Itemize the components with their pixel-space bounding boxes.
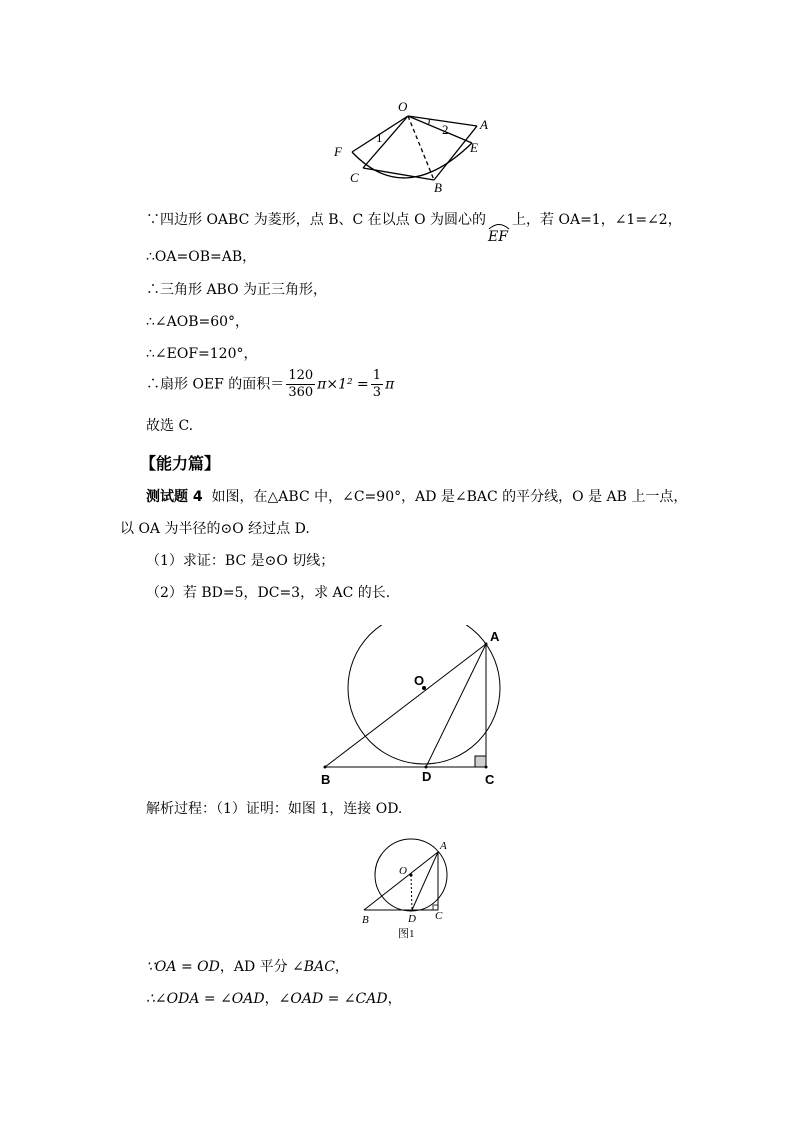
- section-heading: 【能力篇】: [140, 454, 221, 473]
- point-c: [485, 766, 488, 769]
- figure-1: [360, 836, 460, 944]
- label-o: O: [398, 99, 408, 114]
- proof-line-2: [146, 990, 402, 1008]
- label-angle-1: 1: [376, 130, 383, 145]
- angle-mark-2: [428, 119, 429, 125]
- label-b: B: [321, 772, 331, 787]
- figure-sector-rhombus: [330, 98, 495, 196]
- line-ba: [325, 644, 486, 767]
- label-angle-2: 2: [442, 122, 449, 137]
- fraction-1-3: $\frac{1}{3}$: [372, 368, 382, 400]
- solution-line-1: ∵四边形 OABC 为菱形，点 B、C 在以点 O 为圆心的 EF 上，若 OA=1，∠1=∠2，: [146, 212, 682, 245]
- question-2: （2）若 BD=5，DC=3，求 AC 的长.: [146, 585, 391, 601]
- problem-text-1: 如图，在△ABC 中，∠C=90°，AD 是∠BAC 的平分线，O 是 AB 上一点，: [211, 489, 688, 505]
- solution-line-3: ∴三角形 ABO 为正三角形，: [146, 282, 328, 298]
- proof-punct: ，: [264, 991, 279, 1007]
- label-b: B: [362, 914, 369, 926]
- label-c: C: [485, 772, 495, 787]
- label-a: A: [440, 840, 447, 852]
- area-prefix: ∴扇形 OEF 的面积＝: [146, 376, 285, 393]
- point-o: [410, 874, 413, 877]
- proof-line-1: [146, 958, 349, 976]
- figure-circle-triangle: [310, 625, 510, 790]
- label-a: A: [490, 629, 500, 644]
- solution-line-4: ∴∠AOB=60°，: [146, 314, 250, 330]
- math-oa-od: ∵OA = OD: [146, 959, 220, 975]
- proof-punct-end: ，: [387, 991, 402, 1007]
- problem-line-2: 以 OA 为半径的⊙O 经过点 D.: [120, 521, 310, 537]
- label-c: C: [435, 910, 443, 922]
- label-a: A: [480, 117, 488, 132]
- line-od-dotted: [411, 875, 412, 910]
- label-o: O: [414, 673, 425, 688]
- label-c: C: [350, 170, 359, 185]
- problem-line-1: [146, 488, 687, 506]
- line-ad: [412, 852, 438, 910]
- fraction-120-360: $\frac{120}{360}$: [288, 368, 314, 400]
- line-oc: [363, 116, 408, 168]
- label-d: D: [422, 769, 432, 784]
- solution-line-6: [146, 368, 394, 401]
- solution-line-7: 故选 C.: [146, 418, 194, 434]
- point-a: [485, 643, 488, 646]
- math-oda-oad: ∴∠ODA = ∠OAD: [146, 991, 265, 1007]
- solution-text: ∵四边形 OABC 为菱形，点 B、C 在以点 O 为圆心的: [146, 212, 487, 228]
- solution-line-5: ∴∠EOF=120°，: [146, 346, 258, 362]
- point-b: [324, 766, 327, 769]
- pi-symbol: π: [385, 376, 395, 393]
- label-d: D: [408, 913, 416, 925]
- math-oad-cad: ∠OAD = ∠CAD: [278, 991, 388, 1007]
- problem-label: 测试题 4: [146, 489, 203, 505]
- label-f: F: [334, 144, 342, 159]
- math-angle-bac: ∠BAC: [292, 959, 335, 975]
- circle-o: [348, 625, 500, 764]
- label-b: B: [434, 180, 442, 195]
- solution-text-b: 上，若 OA=1，∠1=∠2，: [512, 212, 682, 228]
- line-ad: [426, 644, 486, 767]
- area-mid: π×1² =: [317, 376, 369, 393]
- proof-text: ，AD 平分: [219, 959, 288, 975]
- label-e: E: [470, 140, 478, 155]
- question-1: （1）求证：BC 是⊙O 切线；: [146, 553, 335, 569]
- analysis-line: 解析过程：（1）证明：如图 1，连接 OD.: [146, 801, 403, 817]
- figure-caption: 图1: [398, 928, 415, 940]
- solution-line-2: ∴OA=OB=AB，: [146, 249, 257, 265]
- label-o: O: [399, 865, 407, 877]
- right-angle-mark: [475, 756, 486, 767]
- proof-punct: ，: [334, 959, 349, 975]
